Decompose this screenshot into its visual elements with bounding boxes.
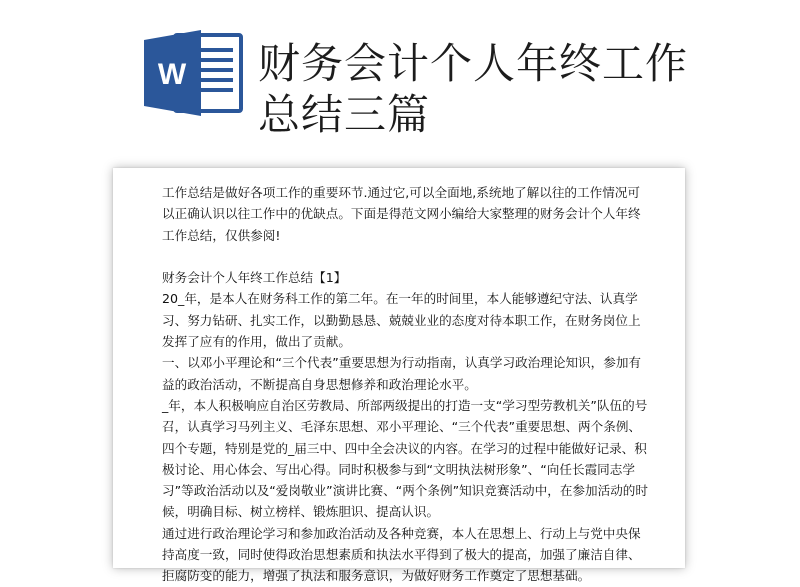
- word-document-icon: [141, 30, 247, 116]
- document-title: 财务会计个人年终工作总结三篇: [258, 39, 689, 139]
- body-paragraph: 20_年，是本人在财务科工作的第二年。在一年的时间里，本人能够遵纪守法、认真学习、努力钻研、扎实工作，以勤勤恳恳、兢兢业业的态度对待本职工作，在财务岗位上发挥了应有的作用，做出了贡献。: [162, 291, 641, 350]
- body-paragraph: 通过进行政治理论学习和参加政治活动及各种竞赛，本人在思想上、行动上与党中央保持高度一致，同时使得政治思想素质和执法水平得到了极大的提高，加强了廉洁自律、拒腐防变的能力，增强了执法和服务意识，为做好财务工作奠定了思想基础。: [162, 525, 641, 584]
- blank-line: [162, 246, 650, 267]
- section-heading: 财务会计个人年终工作总结【1】: [162, 270, 347, 286]
- intro-paragraph: 工作总结是做好各项工作的重要环节.通过它,可以全面地,系统地了解以往的工作情况可以正确认识以往工作中的优缺点。下面是得范文网小编给大家整理的财务会计个人年终工作总结，仅供参阅!: [162, 185, 641, 243]
- body-paragraph: _年，本人积极响应自治区劳教局、所部两级提出的打造一支“学习型劳教机关”队伍的号召，认真学习马列主义、毛泽东思想、邓小平理论、“三个代表”重要思想、两个条例、四个专题，特别是党的_届三中、四中全会决议的内容。在学习的过程中能做好记录、积极讨论、用心体会、写出心得。同时积极参与到“文明执法树形象”、“向任长霞同志学习”等政治活动以及“爱岗敬业”演讲比赛、“两个条例”知识竞赛活动中，在参加活动的时候，明确目标、树立榜样、锻炼胆识、提高认识。: [162, 397, 648, 520]
- body-paragraph: 一、以邓小平理论和“三个代表”重要思想为行动指南，认真学习政治理论知识，参加有益的政治活动，不断提高自身思想修养和政治理论水平。: [162, 355, 642, 392]
- header: [0, 0, 800, 150]
- svg-text:W: W: [157, 58, 187, 91]
